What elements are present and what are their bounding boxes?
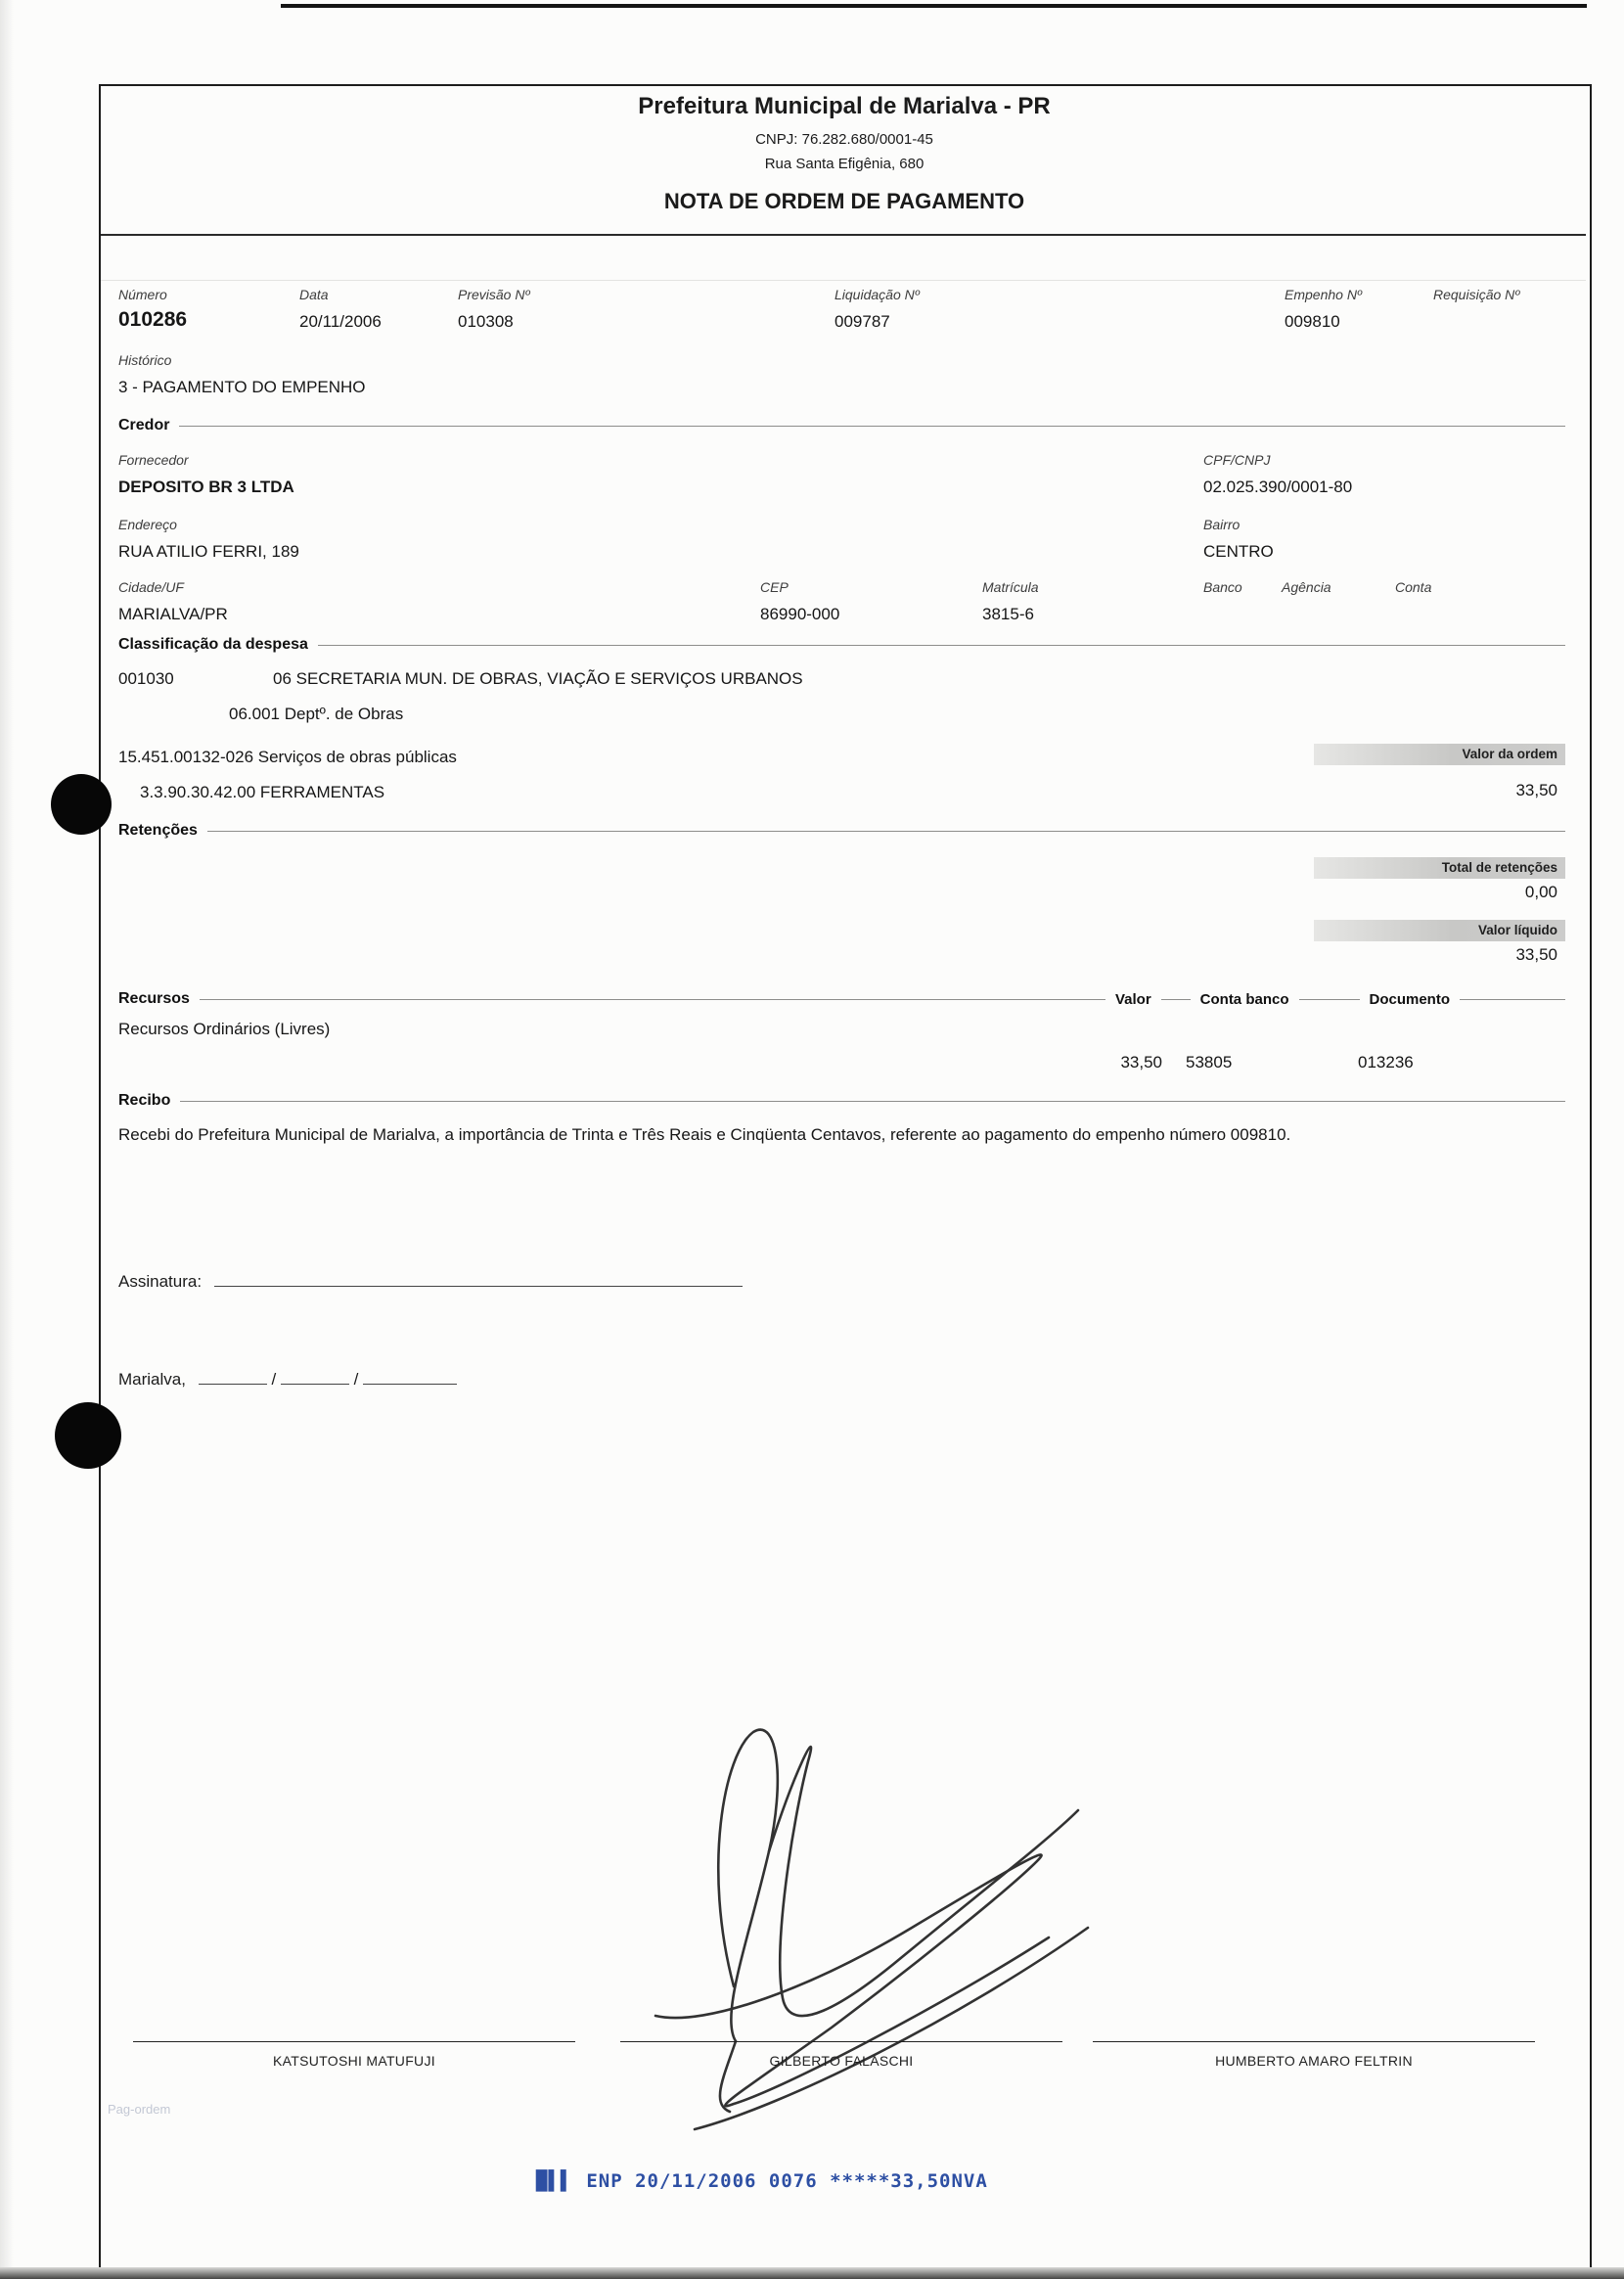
data-value: 20/11/2006 xyxy=(299,312,382,331)
classificacao-funcional: 15.451.00132-026 Serviços de obras públicas xyxy=(118,748,457,766)
signature-line-right xyxy=(1093,2041,1535,2042)
faint-rule xyxy=(101,280,1586,281)
agencia-label: Agência xyxy=(1282,579,1331,595)
numero-value: 010286 xyxy=(118,308,188,331)
numero-label: Número xyxy=(118,287,167,302)
recursos-section-label: Recursos xyxy=(118,990,190,1007)
recursos-conta: 53805 xyxy=(1186,1053,1233,1071)
retencoes-section-rule xyxy=(207,831,1565,832)
credor-section-rule xyxy=(179,426,1565,427)
cep-value: 86990-000 xyxy=(760,605,840,623)
scan-top-edge-line xyxy=(281,4,1587,8)
valor-ordem-value: 33,50 xyxy=(1515,781,1557,799)
matricula-value: 3815-6 xyxy=(982,605,1034,623)
data-label: Data xyxy=(299,287,329,302)
assinatura-row xyxy=(118,1268,743,1292)
punch-hole-bottom xyxy=(55,1402,121,1469)
valor-liquido-banner: Valor líquido xyxy=(1314,920,1565,941)
classificacao-code: 001030 xyxy=(118,669,174,688)
signature-name-center: GILBERTO FALASCHI xyxy=(769,2053,914,2069)
fornecedor-value: DEPOSITO BR 3 LTDA xyxy=(118,478,294,496)
recibo-section-rule xyxy=(180,1101,1565,1102)
signature-name-right: HUMBERTO AMARO FELTRIN xyxy=(1215,2053,1413,2069)
recursos-valor: 33,50 xyxy=(1120,1053,1162,1071)
retencoes-section-label: Retenções xyxy=(118,822,198,839)
assinatura-blank xyxy=(214,1268,743,1287)
cpf-value: 02.025.390/0001-80 xyxy=(1203,478,1353,496)
recursos-rule-1 xyxy=(200,999,1105,1000)
org-title: Prefeitura Municipal de Marialva - PR xyxy=(638,93,1051,119)
recibo-section-header xyxy=(118,1092,1565,1110)
recursos-section-header xyxy=(118,990,1565,1008)
empenho-label: Empenho Nº xyxy=(1285,287,1363,302)
recibo-section-label: Recibo xyxy=(118,1092,171,1109)
cep-label: CEP xyxy=(760,579,789,595)
classificacao-section-header xyxy=(118,636,1565,654)
scan-left-shadow xyxy=(0,0,14,2279)
classificacao-section-rule xyxy=(318,645,1565,646)
cidade-value: MARIALVA/PR xyxy=(118,605,228,623)
historico-label: Histórico xyxy=(118,352,172,368)
credor-section-label: Credor xyxy=(118,417,170,433)
requisicao-label: Requisição Nº xyxy=(1433,287,1520,302)
bank-stamp xyxy=(536,2170,988,2192)
date-blank-day xyxy=(199,1366,267,1385)
signature-name-left: KATSUTOSHI MATUFUJI xyxy=(273,2053,435,2069)
bank-stamp-text: ENP 20/11/2006 0076 *****33,50NVA xyxy=(586,2170,988,2192)
data-local-row xyxy=(118,1366,457,1390)
recursos-col-documento: Documento xyxy=(1369,990,1450,1008)
doc-title: NOTA DE ORDEM DE PAGAMENTO xyxy=(663,189,1025,213)
classificacao-orgao: 06 SECRETARIA MUN. DE OBRAS, VIAÇÃO E SERVIÇOS URBANOS xyxy=(273,669,803,688)
liquidacao-label: Liquidação Nº xyxy=(835,287,920,302)
recibo-text: Recebi do Prefeitura Municipal de Marialva, a importância de Trinta e Três Reais e Cinqüenta Centavos, referente ao pagamento do empenho número 009810. xyxy=(118,1125,1291,1144)
previsao-value: 010308 xyxy=(458,312,514,331)
matricula-label: Matrícula xyxy=(982,579,1039,595)
recursos-rule-3 xyxy=(1299,999,1360,1000)
fornecedor-label: Fornecedor xyxy=(118,452,189,468)
recursos-rule-4 xyxy=(1460,999,1565,1000)
valor-ordem-banner: Valor da ordem xyxy=(1314,744,1565,765)
retencoes-section-header xyxy=(118,822,1565,840)
classificacao-section-label: Classificação da despesa xyxy=(118,636,308,653)
cidade-assinatura-label: Marialva, xyxy=(118,1369,186,1389)
liquidacao-value: 009787 xyxy=(835,312,890,331)
classificacao-depto: 06.001 Deptº. de Obras xyxy=(229,705,404,723)
bairro-label: Bairro xyxy=(1203,517,1241,532)
endereco-value: RUA ATILIO FERRI, 189 xyxy=(118,542,299,561)
cidade-label: Cidade/UF xyxy=(118,579,184,595)
date-slash-2: / xyxy=(353,1369,359,1389)
recursos-documento: 013236 xyxy=(1358,1053,1414,1071)
previsao-label: Previsão Nº xyxy=(458,287,530,302)
assinatura-label: Assinatura: xyxy=(118,1271,203,1291)
footer-faint-note: Pag-ordem xyxy=(108,2102,171,2117)
date-slash-1: / xyxy=(271,1369,277,1389)
recursos-col-conta: Conta banco xyxy=(1199,990,1289,1008)
bank-stamp-logo: █▌▌ xyxy=(536,2170,573,2192)
classificacao-elemento: 3.3.90.30.42.00 FERRAMENTAS xyxy=(140,783,385,801)
org-cnpj: CNPJ: 76.282.680/0001-45 xyxy=(755,131,933,148)
scan-bottom-edge xyxy=(0,2267,1624,2279)
conta-label: Conta xyxy=(1395,579,1432,595)
date-blank-year xyxy=(363,1366,457,1385)
bairro-value: CENTRO xyxy=(1203,542,1274,561)
empenho-value: 009810 xyxy=(1285,312,1340,331)
org-address: Rua Santa Efigênia, 680 xyxy=(764,156,925,172)
punch-hole-top xyxy=(51,774,112,835)
cpf-label: CPF/CNPJ xyxy=(1203,452,1271,468)
recursos-nome: Recursos Ordinários (Livres) xyxy=(118,1020,331,1038)
date-blank-month xyxy=(281,1366,349,1385)
historico-value: 3 - PAGAMENTO DO EMPENHO xyxy=(118,378,366,396)
signature-line-left xyxy=(133,2041,575,2042)
signature-line-center xyxy=(620,2041,1062,2042)
recursos-col-valor: Valor xyxy=(1114,990,1151,1008)
valor-liquido-value: 33,50 xyxy=(1515,945,1557,964)
total-retencoes-banner: Total de retenções xyxy=(1314,857,1565,879)
endereco-label: Endereço xyxy=(118,517,177,532)
recursos-rule-2 xyxy=(1161,999,1191,1000)
signature-scribble xyxy=(587,1693,1115,2143)
banco-label: Banco xyxy=(1203,579,1242,595)
credor-section-header xyxy=(118,417,1565,434)
header-rule xyxy=(101,234,1586,236)
total-retencoes-value: 0,00 xyxy=(1524,883,1557,901)
